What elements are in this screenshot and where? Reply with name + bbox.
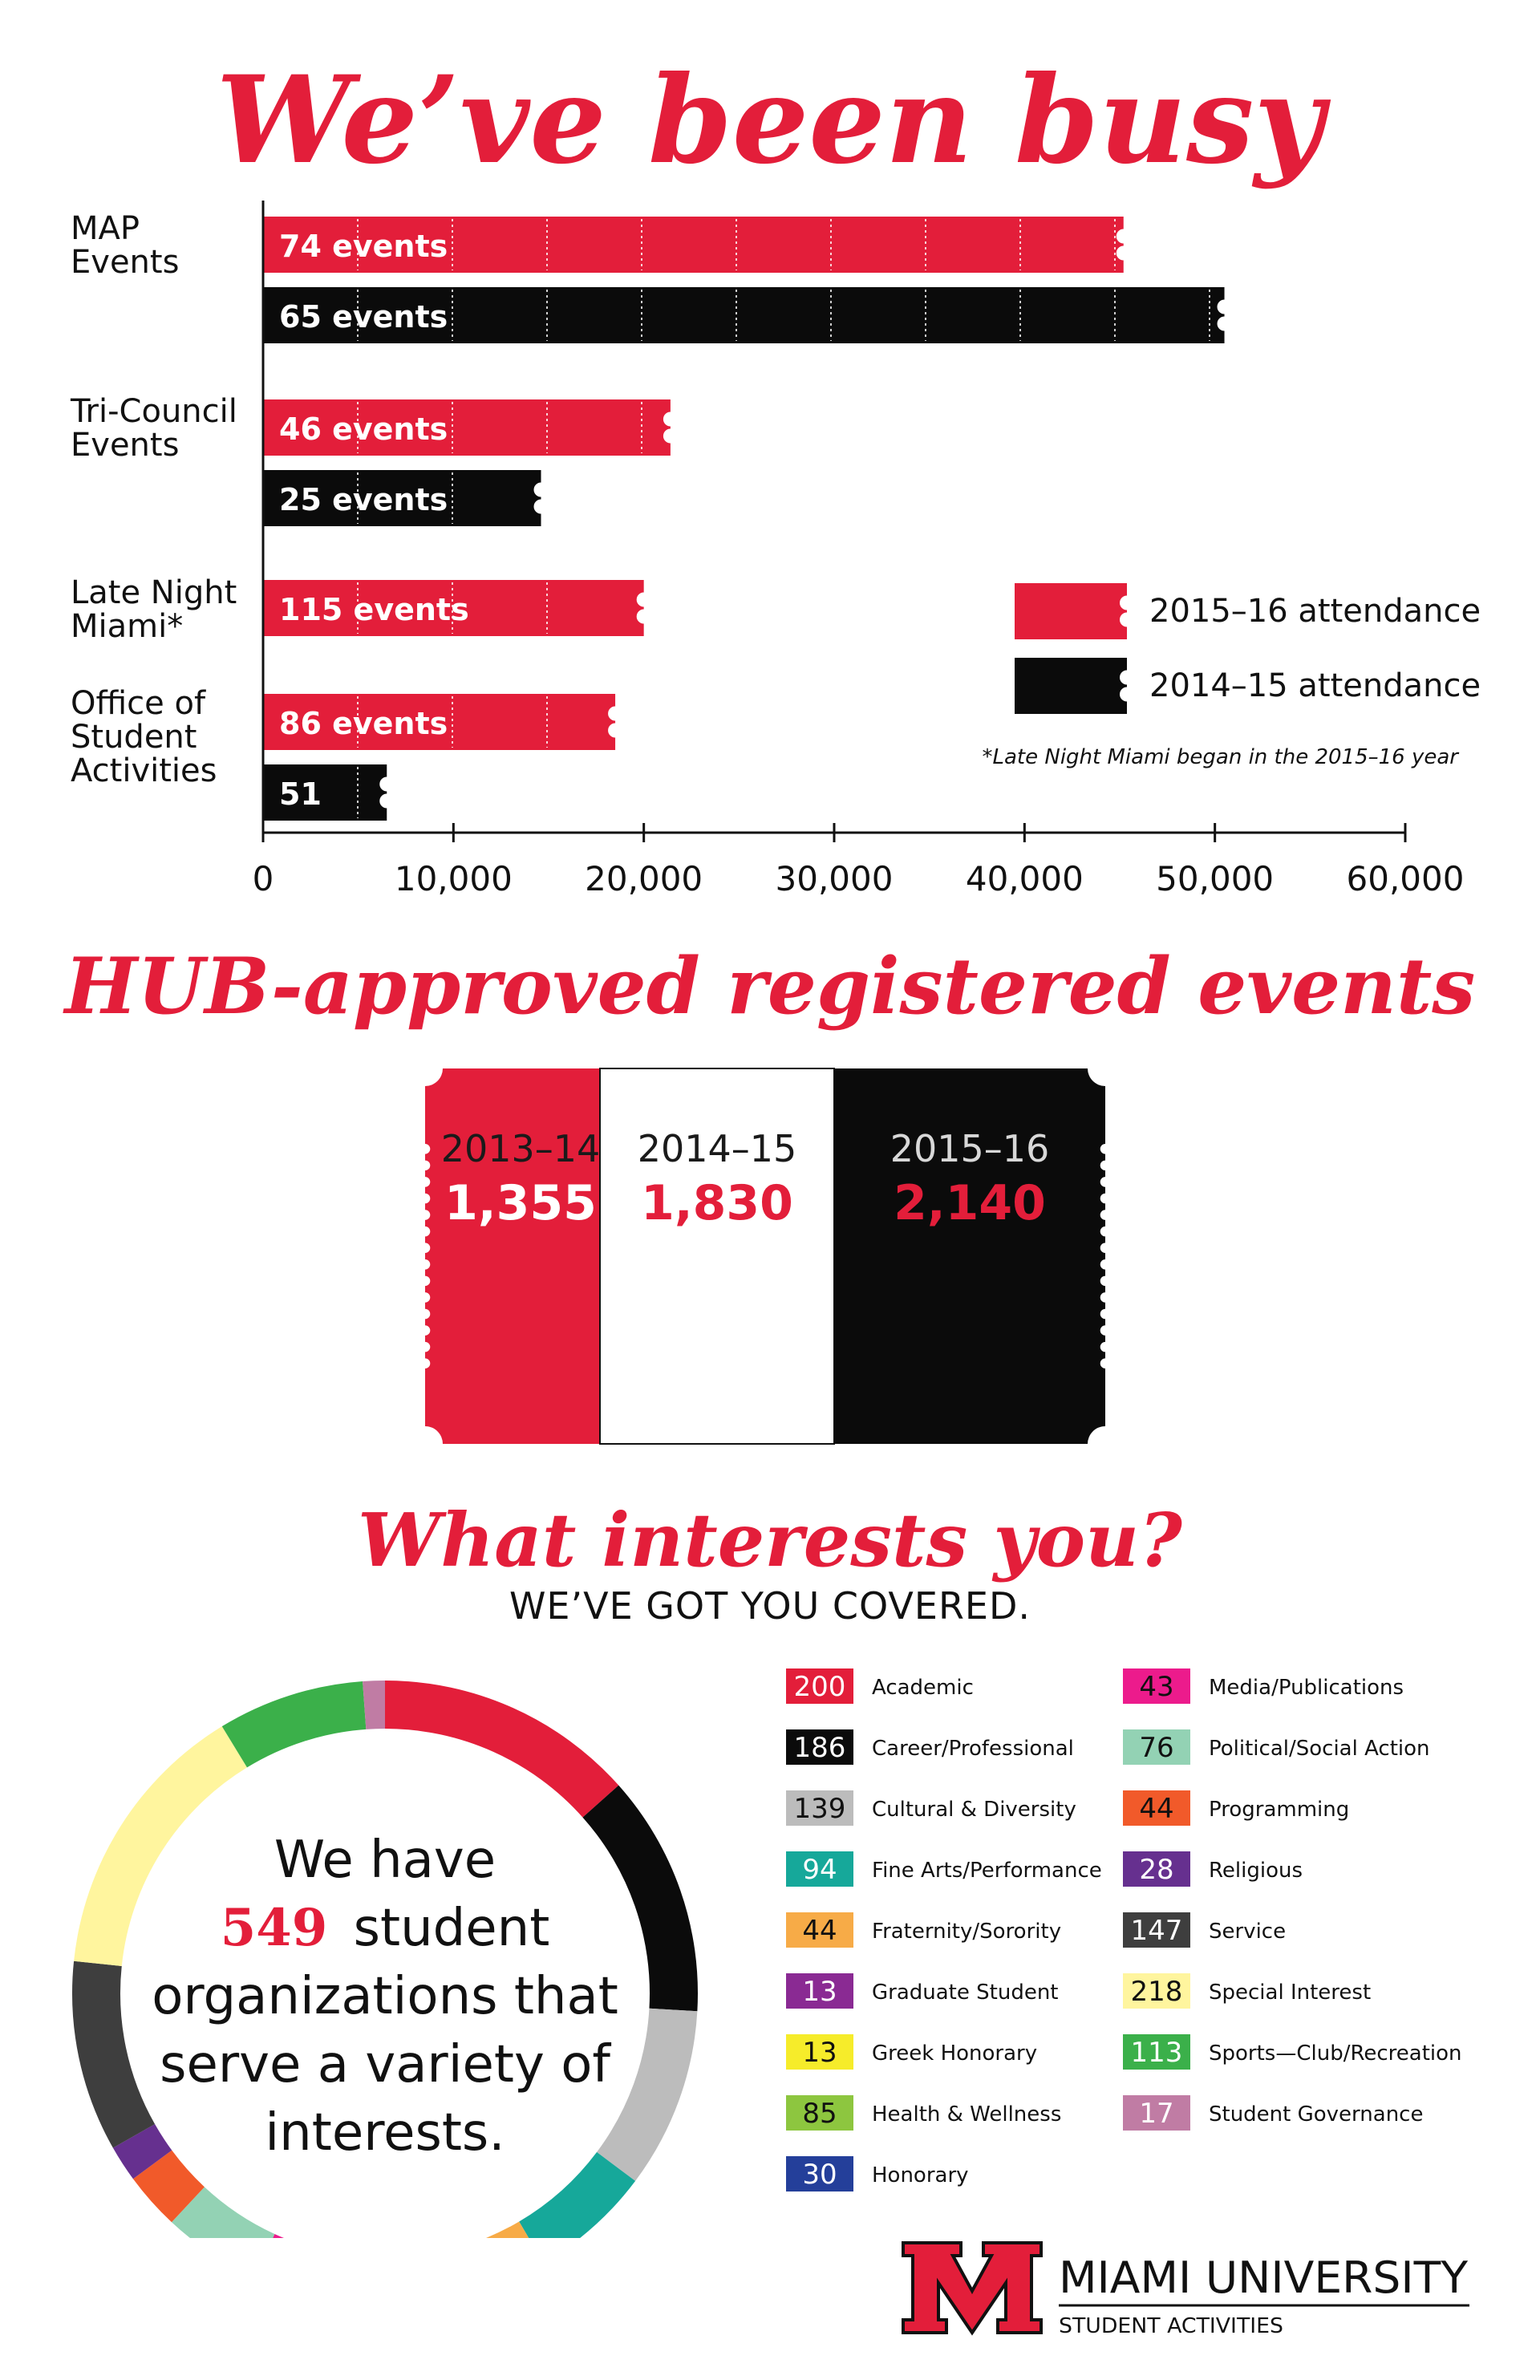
interest-label: Health & Wellness bbox=[872, 2102, 1062, 2127]
interest-label: Graduate Student bbox=[872, 1981, 1059, 2005]
interest-count: 44 bbox=[1139, 1793, 1174, 1825]
donut-line4: serve a variety of bbox=[160, 2035, 610, 2094]
category-label: MAP Events bbox=[71, 210, 180, 281]
interest-label: Programming bbox=[1209, 1798, 1350, 1822]
interest-count: 94 bbox=[802, 1854, 837, 1886]
section-title-hub: HUB-approved registered events bbox=[64, 941, 1476, 1032]
interest-label: Fine Arts/Performance bbox=[872, 1859, 1102, 1883]
bar-label: 51 bbox=[279, 776, 322, 812]
donut-slice bbox=[72, 1961, 155, 2148]
logo-name: MIAMI UNIVERSITY bbox=[1059, 2252, 1469, 2303]
donut-line1: We have bbox=[274, 1831, 496, 1890]
hub-value: 2,140 bbox=[894, 1175, 1046, 1231]
donut-slice bbox=[222, 1681, 367, 1767]
interest-label: Political/Social Action bbox=[1209, 1737, 1430, 1761]
interests-legend bbox=[786, 1660, 1508, 2206]
legend-swatch bbox=[1015, 583, 1127, 639]
interest-count: 43 bbox=[1139, 1671, 1174, 1703]
interest-label: Greek Honorary bbox=[872, 2041, 1038, 2066]
interest-count: 13 bbox=[802, 1976, 837, 2008]
bar-label: 25 events bbox=[279, 482, 448, 517]
donut-slice bbox=[363, 1681, 385, 1729]
interest-count: 28 bbox=[1139, 1854, 1174, 1886]
donut-slice bbox=[597, 2009, 697, 2181]
hub-year: 2013–14 bbox=[440, 1127, 601, 1170]
x-tick-label: 10,000 bbox=[394, 859, 513, 898]
bar-label: 65 events bbox=[279, 299, 448, 334]
section-title-interests: What interests you? bbox=[358, 1497, 1182, 1583]
interest-count: 76 bbox=[1139, 1732, 1174, 1764]
hub-column bbox=[834, 1068, 1105, 1444]
x-tick-label: 30,000 bbox=[775, 859, 894, 898]
bar-label: 86 events bbox=[279, 706, 448, 741]
interest-count: 30 bbox=[802, 2159, 837, 2191]
legend-swatch bbox=[1015, 658, 1127, 714]
bar-label: 115 events bbox=[279, 592, 469, 627]
interest-count: 200 bbox=[793, 1671, 846, 1703]
miami-m-mark bbox=[903, 2243, 1041, 2333]
hub-ticket bbox=[0, 1059, 1540, 1460]
logo-sub: STUDENT ACTIVITIES bbox=[1059, 2314, 1283, 2338]
svg-text:549 student bbox=[221, 1898, 550, 1958]
donut-line2: student bbox=[353, 1899, 550, 1958]
hub-column bbox=[600, 1068, 834, 1444]
interest-count: 85 bbox=[802, 2098, 837, 2130]
donut-slice bbox=[385, 1681, 618, 1818]
interest-count: 113 bbox=[1130, 2037, 1183, 2069]
organizations-donut bbox=[48, 1660, 706, 2238]
interest-label: Cultural & Diversity bbox=[872, 1798, 1076, 1822]
hub-year: 2014–15 bbox=[637, 1127, 797, 1170]
interest-label: Honorary bbox=[872, 2163, 969, 2187]
category-label: Late Night Miami* bbox=[71, 574, 237, 645]
interest-count: 44 bbox=[802, 1915, 837, 1947]
hub-value: 1,830 bbox=[641, 1175, 793, 1231]
category-label: Office of Student Activities bbox=[71, 685, 217, 789]
x-tick-label: 0 bbox=[252, 859, 274, 898]
interest-count: 186 bbox=[793, 1732, 846, 1764]
attendance-bar-chart bbox=[0, 201, 1540, 922]
donut-count: 549 bbox=[220, 1898, 328, 1958]
interest-label: Academic bbox=[872, 1676, 974, 1700]
x-tick-label: 20,000 bbox=[585, 859, 703, 898]
x-tick-label: 40,000 bbox=[965, 859, 1084, 898]
interest-label: Fraternity/Sorority bbox=[872, 1920, 1062, 1944]
donut-line5: interests. bbox=[265, 2103, 505, 2163]
x-tick-label: 60,000 bbox=[1346, 859, 1465, 898]
interest-count: 218 bbox=[1130, 1976, 1183, 2008]
interest-label: Career/Professional bbox=[872, 1737, 1074, 1761]
bar-label: 74 events bbox=[279, 229, 448, 264]
interest-label: Religious bbox=[1209, 1859, 1303, 1883]
interest-count: 139 bbox=[793, 1793, 846, 1825]
legend-label: 2014–15 attendance bbox=[1149, 667, 1481, 704]
hub-year: 2015–16 bbox=[890, 1127, 1050, 1170]
bar-label: 46 events bbox=[279, 412, 448, 447]
donut-line3: organizations that bbox=[152, 1967, 618, 2026]
legend-note: *Late Night Miami began in the 2015–16 year bbox=[982, 745, 1458, 769]
interest-count: 17 bbox=[1139, 2098, 1174, 2130]
section-title-busy: We’ve been busy bbox=[216, 50, 1324, 191]
legend-label: 2015–16 attendance bbox=[1149, 593, 1481, 630]
interest-label: Special Interest bbox=[1209, 1981, 1372, 2005]
hub-value: 1,355 bbox=[444, 1175, 597, 1231]
interest-label: Sports—Club/Recreation bbox=[1209, 2041, 1462, 2066]
section-subtitle: WE’VE GOT YOU COVERED. bbox=[509, 1584, 1031, 1628]
hub-column bbox=[425, 1068, 600, 1444]
interest-label: Service bbox=[1209, 1920, 1287, 1944]
interest-label: Media/Publications bbox=[1209, 1676, 1404, 1700]
x-tick-label: 50,000 bbox=[1156, 859, 1275, 898]
category-label: Tri-Council Events bbox=[71, 393, 237, 464]
interest-count: 147 bbox=[1130, 1915, 1183, 1947]
interest-count: 13 bbox=[802, 2037, 837, 2069]
interest-label: Student Governance bbox=[1209, 2102, 1424, 2127]
miami-logo bbox=[898, 2238, 1476, 2342]
